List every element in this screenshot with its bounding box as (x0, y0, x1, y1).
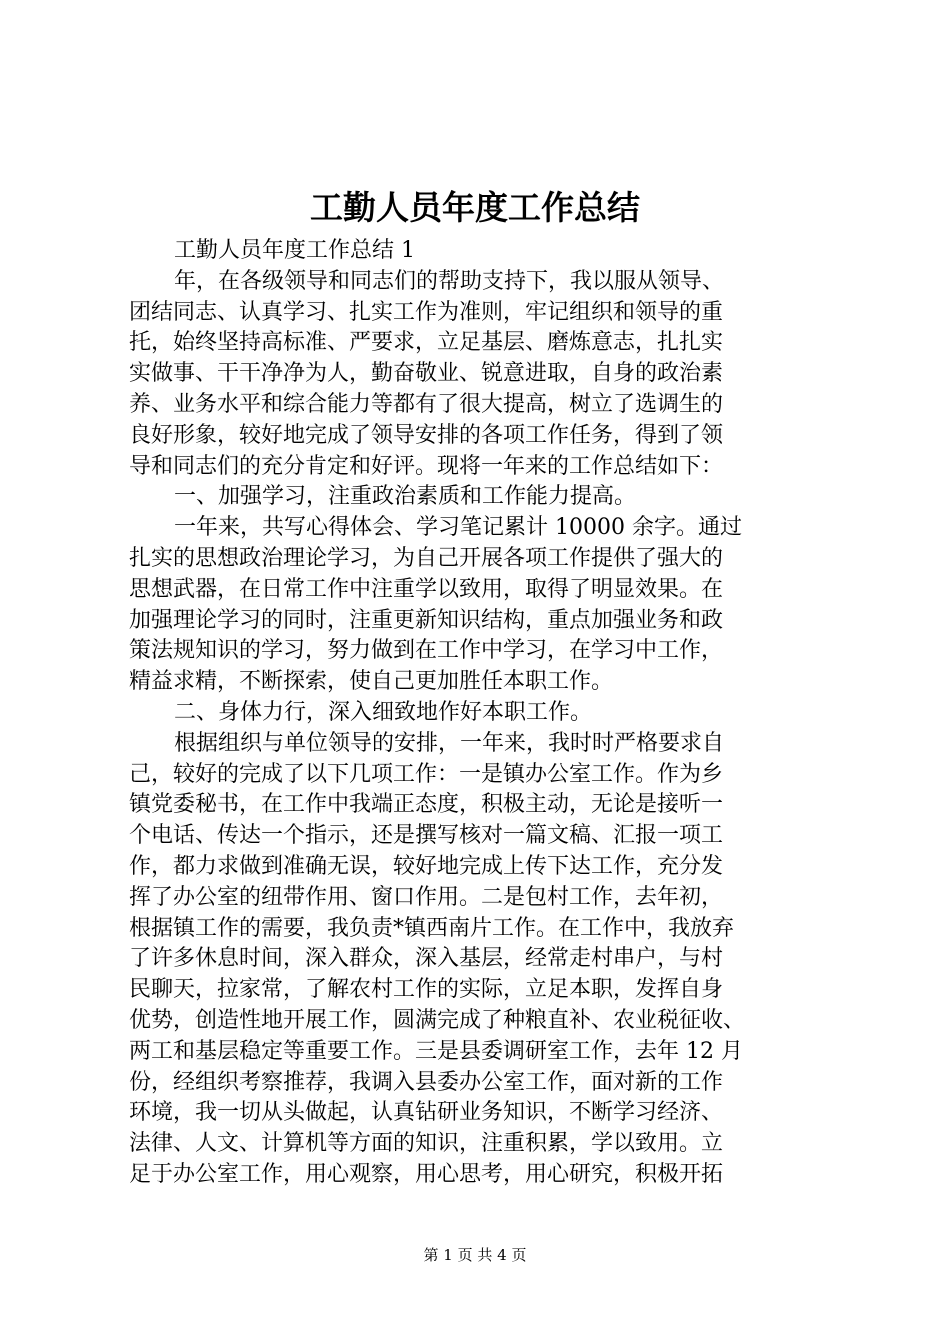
paragraph-line: 个电话、传达一个指示，还是撰写核对一篇文稿、汇报一项工 (129, 823, 724, 849)
paragraph-line: 环境，我一切从头做起，认真钻研业务知识，不断学习经济、 (129, 1100, 724, 1126)
paragraph-line: 年，在各级领导和同志们的帮助支持下，我以服从领导、 (174, 268, 725, 294)
paragraph-line: 己，较好的完成了以下几项工作：一是镇办公室工作。作为乡 (129, 761, 724, 787)
paragraph-line: 思想武器，在日常工作中注重学以致用，取得了明显效果。在 (129, 576, 724, 602)
paragraph-line: 两工和基层稳定等重要工作。三是县委调研室工作，去年 12 月 (129, 1038, 743, 1064)
paragraph-line: 策法规知识的学习，努力做到在工作中学习，在学习中工作， (129, 638, 724, 664)
paragraph-line: 足于办公室工作，用心观察，用心思考，用心研究，积极开拓 (129, 1161, 724, 1187)
paragraph-line: 法律、人文、计算机等方面的知识，注重积累，学以致用。立 (129, 1131, 724, 1157)
section-heading-2: 二、身体力行，深入细致地作好本职工作。 (174, 699, 593, 725)
subtitle-line: 工勤人员年度工作总结 1 (174, 238, 415, 263)
page-title: 工勤人员年度工作总结 (310, 188, 640, 227)
paragraph-line: 精益求精，不断探索，使自己更加胜任本职工作。 (129, 669, 614, 695)
paragraph-line: 扎实的思想政治理论学习，为自己开展各项工作提供了强大的 (129, 545, 724, 571)
paragraph-line: 良好形象，较好地完成了领导安排的各项工作任务，得到了领 (129, 422, 724, 448)
section-heading-1: 一、加强学习，注重政治素质和工作能力提高。 (174, 484, 637, 510)
paragraph-line: 份，经组织考察推荐，我调入县委办公室工作，面对新的工作 (129, 1069, 724, 1095)
document-body (129, 236, 834, 1191)
paragraph-line: 加强理论学习的同时，注重更新知识结构，重点加强业务和政 (129, 607, 724, 633)
paragraph-line: 挥了办公室的纽带作用、窗口作用。二是包村工作，去年初， (129, 884, 724, 910)
paragraph-line: 作，都力求做到准确无误，较好地完成上传下达工作，充分发 (129, 853, 724, 879)
paragraph-line: 一年来，共写心得体会、学习笔记累计 10000 余字。通过 (174, 515, 742, 541)
paragraph-line: 养、业务水平和综合能力等都有了很大提高，树立了选调生的 (129, 391, 724, 417)
paragraph-line: 根据镇工作的需要，我负责*镇西南片工作。在工作中，我放弃 (129, 915, 735, 941)
paragraph-line: 了许多休息时间，深入群众，深入基层，经常走村串户，与村 (129, 946, 724, 972)
paragraph-line: 实做事、干干净净为人，勤奋敬业、锐意进取，自身的政治素 (129, 361, 724, 387)
page-footer: 第 1 页 共 4 页 (423, 1246, 527, 1264)
paragraph-line: 优势，创造性地开展工作，圆满完成了种粮直补、农业税征收、 (129, 1007, 746, 1033)
paragraph-line: 导和同志们的充分肯定和好评。现将一年来的工作总结如下： (129, 453, 724, 479)
paragraph-line: 镇党委秘书，在工作中我端正态度，积极主动，无论是接听一 (129, 792, 724, 818)
paragraph-line: 团结同志、认真学习、扎实工作为准则，牢记组织和领导的重 (129, 299, 724, 325)
paragraph-line: 根据组织与单位领导的安排，一年来，我时时严格要求自 (174, 730, 725, 756)
paragraph-line: 托，始终坚持高标准、严要求，立足基层、磨炼意志，扎扎实 (129, 330, 724, 356)
paragraph-line: 民聊天，拉家常，了解农村工作的实际，立足本职，发挥自身 (129, 977, 724, 1003)
